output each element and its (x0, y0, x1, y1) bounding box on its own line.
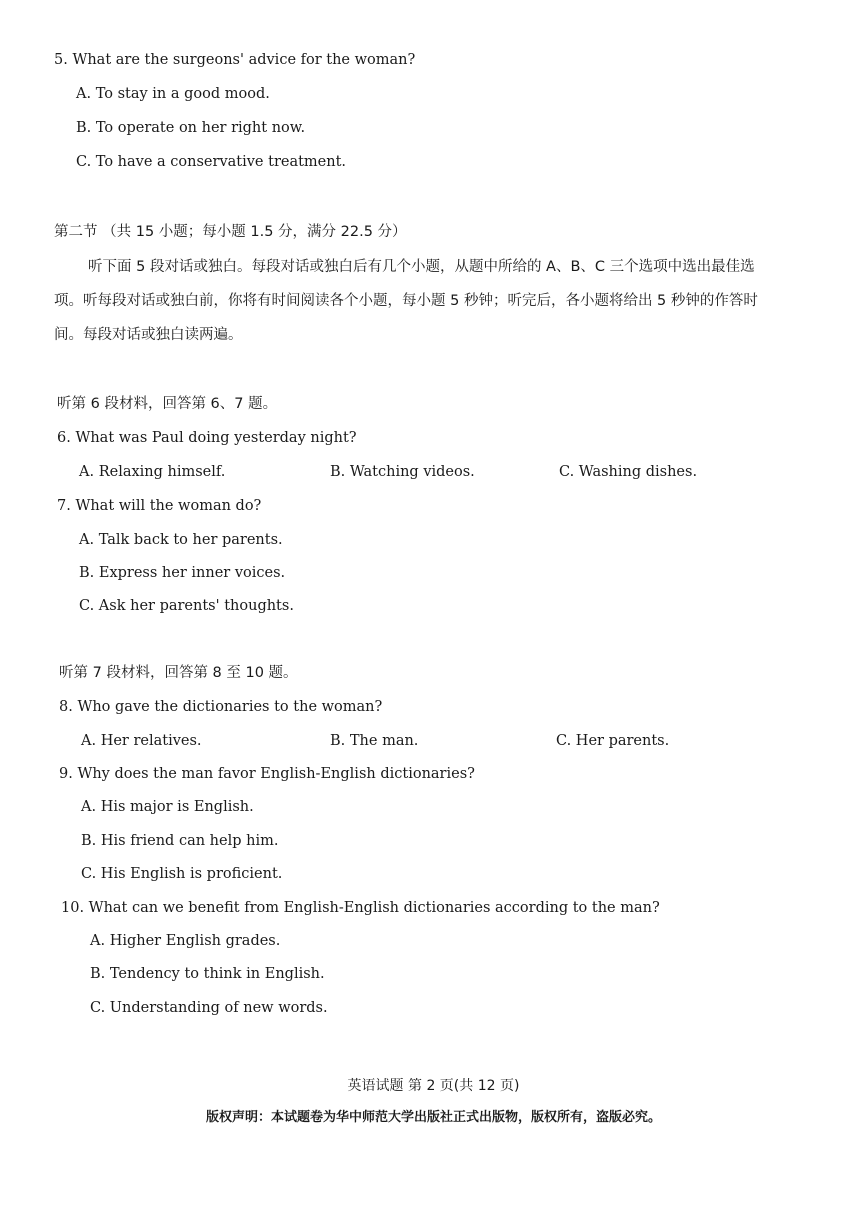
instructions-line-3: 间。每段对话或独白读两遍。 (54, 327, 243, 343)
question-9-option-b: B. His friend can help him. (81, 833, 279, 849)
question-5-option-c: C. To have a conservative treatment. (76, 154, 347, 170)
question-5-option-b: B. To operate on her right now. (76, 120, 306, 136)
question-6-option-b: B. Watching videos. (330, 464, 475, 480)
question-6-stem: 6. What was Paul doing yesterday night? (57, 430, 357, 446)
question-6-option-a: A. Relaxing himself. (79, 464, 226, 480)
question-9-option-a: A. His major is English. (81, 799, 254, 815)
copyright-notice: 版权声明：本试题卷为华中师范大学出版社正式出版物，版权所有，盗版必究。 (205, 1110, 661, 1125)
question-10-option-b: B. Tendency to think in English. (90, 966, 325, 982)
question-7-option-a: A. Talk back to her parents. (79, 532, 283, 548)
question-7-stem: 7. What will the woman do? (57, 498, 262, 514)
question-6-option-c: C. Washing dishes. (559, 464, 698, 480)
question-7-option-b: B. Express her inner voices. (79, 565, 286, 581)
question-10-option-a: A. Higher English grades. (90, 933, 281, 949)
section-heading: 第二节 （共 15 小题；每小题 1.5 分，满分 22.5 分） (54, 224, 407, 240)
question-8-option-b: B. The man. (330, 733, 419, 749)
instructions-line-1: 听下面 5 段对话或独白。每段对话或独白后有几个小题，从题中所给的 A、B、C 三个选项中选出最佳选 (88, 259, 755, 275)
question-7-option-c: C. Ask her parents' thoughts. (79, 598, 294, 614)
question-9-stem: 9. Why does the man favor English-English dictionaries? (59, 766, 475, 782)
question-5-stem: 5. What are the surgeons' advice for the woman? (54, 52, 416, 68)
passage-7-intro: 听第 7 段材料，回答第 8 至 10 题。 (59, 665, 298, 681)
question-8-option-a: A. Her relatives. (81, 733, 202, 749)
question-10-option-c: C. Understanding of new words. (90, 1000, 328, 1016)
question-9-option-c: C. His English is proficient. (81, 866, 283, 882)
page-footer-label: 英语试题 第 2 页(共 12 页) (347, 1078, 520, 1094)
question-8-option-c: C. Her parents. (556, 733, 670, 749)
question-8-stem: 8. Who gave the dictionaries to the woman? (59, 699, 383, 715)
instructions-line-2: 项。听每段对话或独白前，你将有时间阅读各个小题，每小题 5 秒钟；听完后，各小题将给出 5 秒钟的作答时 (54, 293, 758, 309)
question-5-option-a: A. To stay in a good mood. (76, 86, 270, 102)
passage-6-intro: 听第 6 段材料，回答第 6、7 题。 (57, 396, 278, 412)
question-10-stem: 10. What can we benefit from English-English dictionaries according to the man? (61, 900, 660, 916)
